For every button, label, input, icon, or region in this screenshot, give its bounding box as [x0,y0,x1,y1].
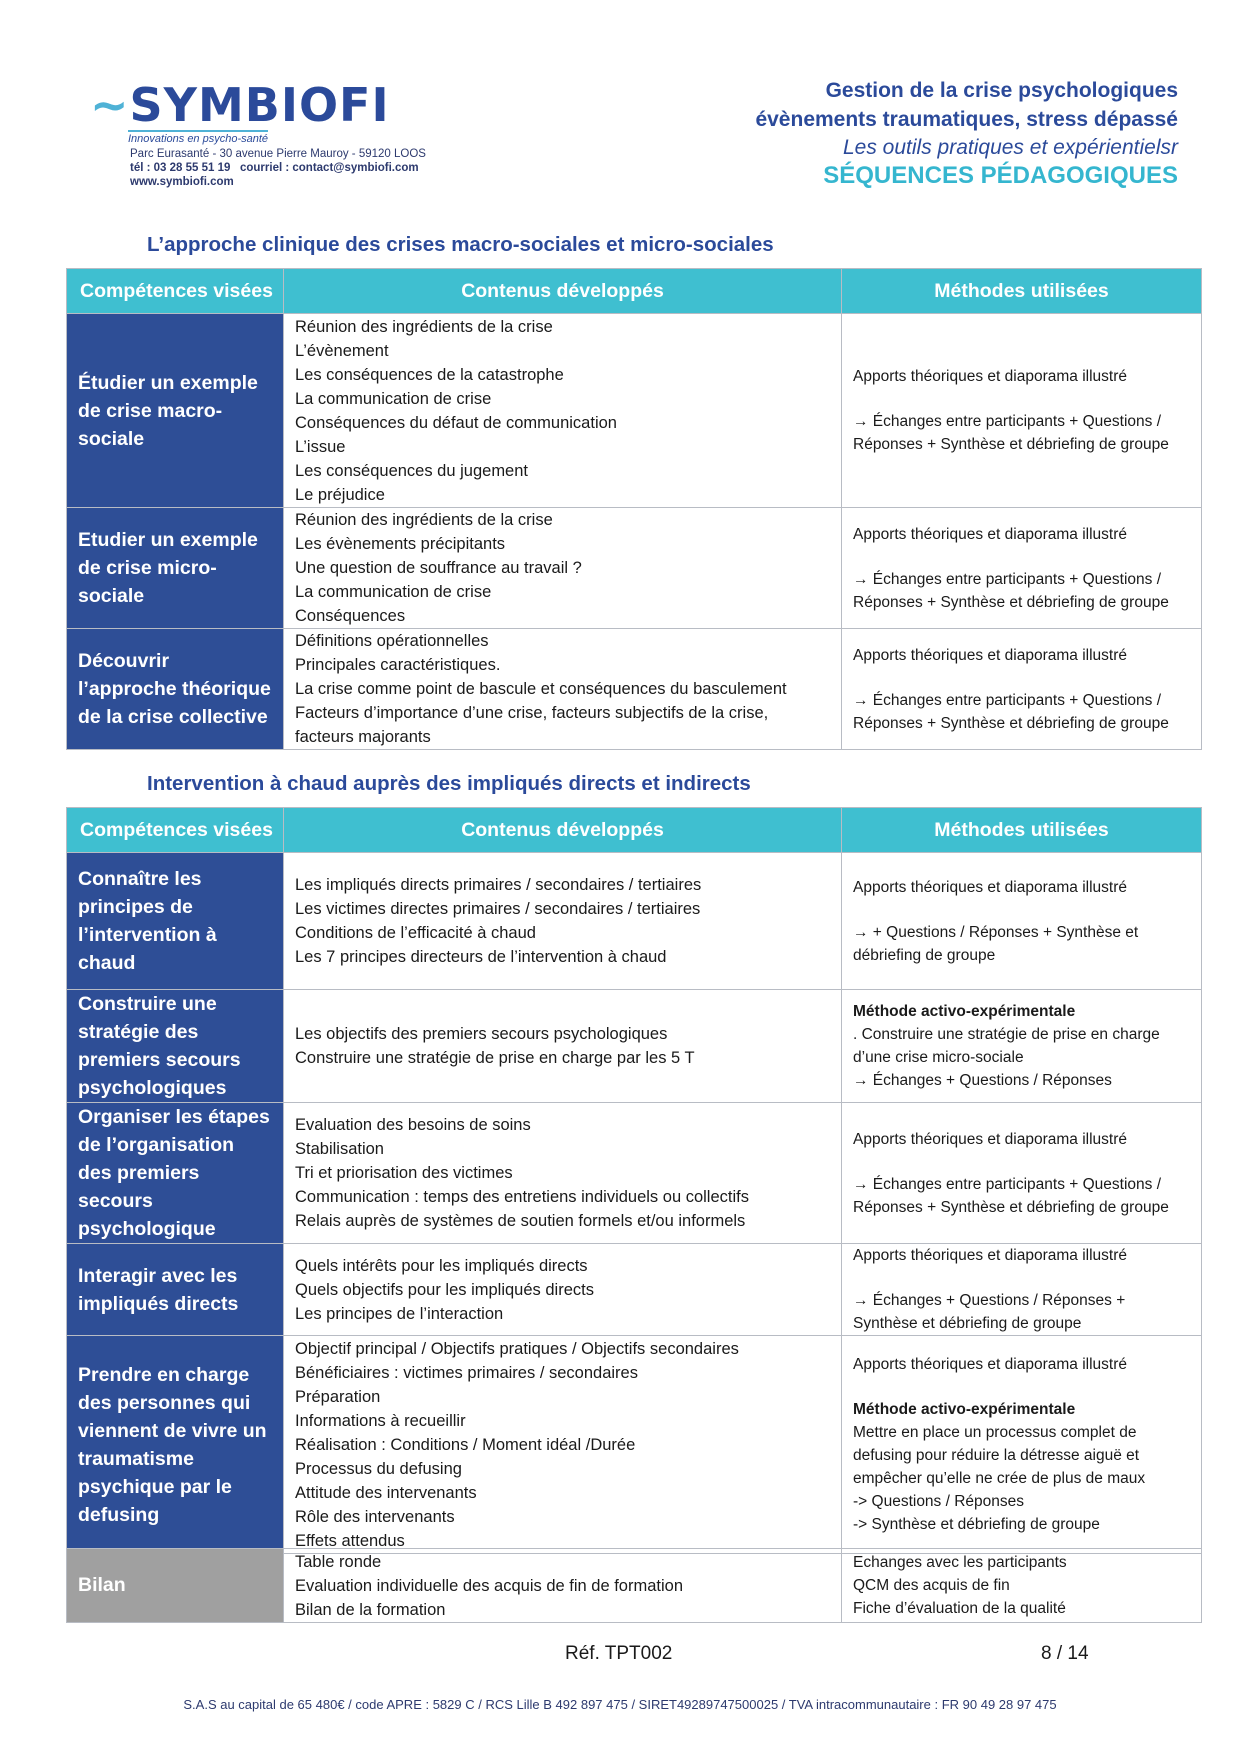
method-item: Fiche d’évaluation de la qualité [853,1600,1066,1617]
content-cell [284,1244,842,1336]
header-contenus: Contenus développés [284,269,842,314]
method-item: Apports théoriques et diaporama illustré [853,1356,1127,1373]
header-methodes: Méthodes utilisées [842,808,1202,853]
content-item: Rôle des intervenants [295,1507,455,1526]
content-cell [284,1103,842,1244]
method-cell [842,314,1202,508]
method-item: Apports théoriques et diaporama illustré [853,525,1127,543]
phone-number: tél : 03 28 55 51 19 [130,162,231,174]
method-cell [842,1549,1202,1623]
method-item: QCM des acquis de fin [853,1577,1010,1594]
method-title: Méthode activo-expérimentale [853,1401,1076,1418]
method-cell [842,629,1202,750]
content-item: Les principes de l’interaction [295,1304,504,1323]
header-competences: Compétences visées [67,808,284,853]
method-cell [842,1103,1202,1244]
method-item: Apports théoriques et diaporama illustré [853,1130,1127,1148]
method-item: → + Questions / Réponses + Synthèse et débriefing de groupe [853,923,1139,964]
method-item: Apports théoriques et diaporama illustré [853,878,1127,896]
method-item: → Échanges + Questions / Réponses [853,1072,1112,1089]
legal-footer: S.A.S au capital de 65 480€ / code APRE : 5829 C / RCS Lille B 492 897 475 / SIRET49289747500025 / TVA intracommunautaire : FR 90 49 28 97 475 [183,1697,1057,1712]
table-row [67,1549,1202,1623]
method-item: -> Synthèse et débriefing de groupe [853,1516,1100,1533]
table-row [67,314,1202,508]
company-logo [90,78,390,147]
content-item: Quels objectifs pour les impliqués directs [295,1280,594,1299]
content-item: Construire une stratégie de prise en charge par les 5 T [295,1049,695,1067]
content-item: Relais auprès de systèmes de soutien formels et/ou informels [295,1212,746,1230]
company-address [130,147,426,189]
method-spacer [853,899,1190,921]
table-row [67,1244,1202,1336]
content-item: Préparation [295,1387,381,1406]
table-header-row [67,269,1202,314]
content-cell [284,629,842,750]
content-item: Réunion des ingrédients de la crise [295,511,553,529]
competence-cell: Etudier un exemple de crise micro-sociale [67,508,284,629]
method-spacer [853,546,1190,568]
content-cell [284,1336,842,1554]
header-contenus: Contenus développés [284,808,842,853]
table-row [67,853,1202,990]
title-line-3: Les outils pratiques et expérientielsr [842,136,1178,159]
content-item: Réalisation : Conditions / Moment idéal /Durée [295,1435,636,1454]
content-cell [284,508,842,629]
content-item: Réunion des ingrédients de la crise [295,317,553,336]
title-line-4: SÉQUENCES PÉDAGOGIQUES [823,162,1178,189]
content-item: Objectif principal / Objectifs pratiques / Objectifs secondaires [295,1339,739,1358]
method-cell [842,1244,1202,1336]
section-1-table [66,268,1202,750]
method-cell [842,853,1202,990]
competence-cell: Organiser les étapes de l’organisation des premiers secours psychologique [67,1103,284,1244]
content-cell [284,1549,842,1623]
bilan-table [66,1548,1202,1623]
content-item: Les conséquences de la catastrophe [295,365,564,384]
method-spacer [853,1151,1190,1173]
content-item: L’évènement [295,341,389,360]
section-2-title: Intervention à chaud auprès des impliqués directs et indirects [147,772,751,795]
content-item: Le préjudice [295,485,385,504]
competence-cell: Construire une stratégie des premiers secours psychologiques [67,990,284,1103]
method-item: Echanges avec les participants [853,1554,1067,1571]
content-item: Les conséquences du jugement [295,461,528,480]
content-item: Une question de souffrance au travail ? [295,559,582,577]
content-item: La communication de crise [295,583,492,601]
method-cell [842,990,1202,1103]
method-spacer [853,1376,1190,1398]
content-item: Communication : temps des entretiens individuels ou collectifs [295,1188,749,1206]
section-2-table [66,807,1202,1554]
content-item: Evaluation des besoins de soins [295,1116,531,1134]
table-row [67,1336,1202,1554]
competence-cell: Interagir avec les impliqués directs [67,1244,284,1336]
competence-cell: Prendre en charge des personnes qui viennent de vivre un traumatisme psychique par le defusing [67,1336,284,1554]
table-row [67,629,1202,750]
section-1-title: L’approche clinique des crises macro-sociales et micro-sociales [147,233,774,256]
content-item: L’issue [295,437,346,456]
content-item: La crise comme point de bascule et conséquences du basculement [295,680,787,698]
method-item: Apports théoriques et diaporama illustré [853,1247,1127,1264]
content-cell [284,853,842,990]
method-item: Apports théoriques et diaporama illustré [853,646,1127,664]
title-line-2: évènements traumatiques, stress dépassé [755,108,1178,131]
content-item: Les 7 principes directeurs de l’intervention à chaud [295,948,667,966]
content-item: Les impliqués directs primaires / secondaires / tertiaires [295,876,702,894]
content-item: Bilan de la formation [295,1600,446,1619]
content-item: Tri et priorisation des victimes [295,1164,513,1182]
method-cell [842,508,1202,629]
content-item: Les objectifs des premiers secours psychologiques [295,1025,668,1043]
method-item: Apports théoriques et diaporama illustré [853,368,1127,385]
content-item: Attitude des intervenants [295,1483,477,1502]
method-item: → Échanges entre participants + Questions / Réponses + Synthèse et débriefing de groupe [853,1175,1169,1216]
content-item: Conséquences [295,607,406,625]
content-item: Bénéficiaires : victimes primaires / secondaires [295,1363,638,1382]
method-item: . Construire une stratégie de prise en charge d’une crise micro-sociale [853,1026,1160,1066]
content-item: Facteurs d’importance d’une crise, facteurs subjectifs de la crise, facteurs majorants [295,704,769,746]
content-item: Quels intérêts pour les impliqués directs [295,1256,588,1275]
bilan-label: Bilan [67,1549,284,1623]
content-cell [284,990,842,1103]
competence-cell: Étudier un exemple de crise macro-sociale [67,314,284,508]
content-item: Les évènements précipitants [295,535,506,553]
content-item: Principales caractéristiques. [295,656,501,674]
header-competences: Compétences visées [67,269,284,314]
method-item: Mettre en place un processus complet de defusing pour réduire la détresse aiguë et empêcher qu’elle ne crée de plus de maux [853,1424,1146,1487]
website-link[interactable]: www.symbiofi.com [130,176,234,188]
method-item: → Échanges entre participants + Questions / Réponses + Synthèse et débriefing de groupe [853,413,1169,453]
logo-tagline: Innovations en psycho-santé [128,130,268,145]
page-number: 8 / 14 [1041,1643,1089,1664]
content-item: Evaluation individuelle des acquis de fin de formation [295,1576,683,1595]
table-row [67,1103,1202,1244]
competence-cell: Découvrir l’approche théorique de la crise collective [67,629,284,750]
content-item: Conséquences du défaut de communication [295,413,617,432]
method-item: -> Questions / Réponses [853,1493,1025,1510]
content-cell [284,314,842,508]
content-item: Informations à recueillir [295,1411,466,1430]
header-methodes: Méthodes utilisées [842,269,1202,314]
content-item: Stabilisation [295,1140,384,1158]
method-spacer [853,667,1190,689]
address-line: Parc Eurasanté - 30 avenue Pierre Mauroy - 59120 LOOS [130,148,426,160]
method-item: → Échanges + Questions / Réponses + Synthèse et débriefing de groupe [853,1292,1126,1332]
method-title: Méthode activo-expérimentale [853,1003,1076,1020]
method-spacer [853,1267,1190,1289]
table-row [67,990,1202,1103]
content-item: Définitions opérationnelles [295,632,489,650]
email-address: courriel : contact@symbiofi.com [239,162,419,174]
competence-cell: Connaître les principes de l’intervention à chaud [67,853,284,990]
content-item: La communication de crise [295,389,492,408]
method-spacer [853,388,1190,410]
content-item: Effets attendus [295,1531,405,1550]
document-title-block [755,76,1178,190]
content-item: Processus du defusing [295,1459,462,1478]
table-row [67,508,1202,629]
content-item: Table ronde [295,1552,382,1571]
content-item: Les victimes directes primaires / secondaires / tertiaires [295,900,701,918]
title-line-1: Gestion de la crise psychologiques [825,79,1178,102]
method-item: → Échanges entre participants + Questions / Réponses + Synthèse et débriefing de groupe [853,691,1169,732]
method-item: → Échanges entre participants + Questions / Réponses + Synthèse et débriefing de groupe [853,570,1169,611]
table-header-row [67,808,1202,853]
logo-wordmark: ~SYMBIOFI [90,78,390,132]
document-reference: Réf. TPT002 [565,1643,673,1664]
content-item: Conditions de l’efficacité à chaud [295,924,536,942]
method-cell [842,1336,1202,1554]
